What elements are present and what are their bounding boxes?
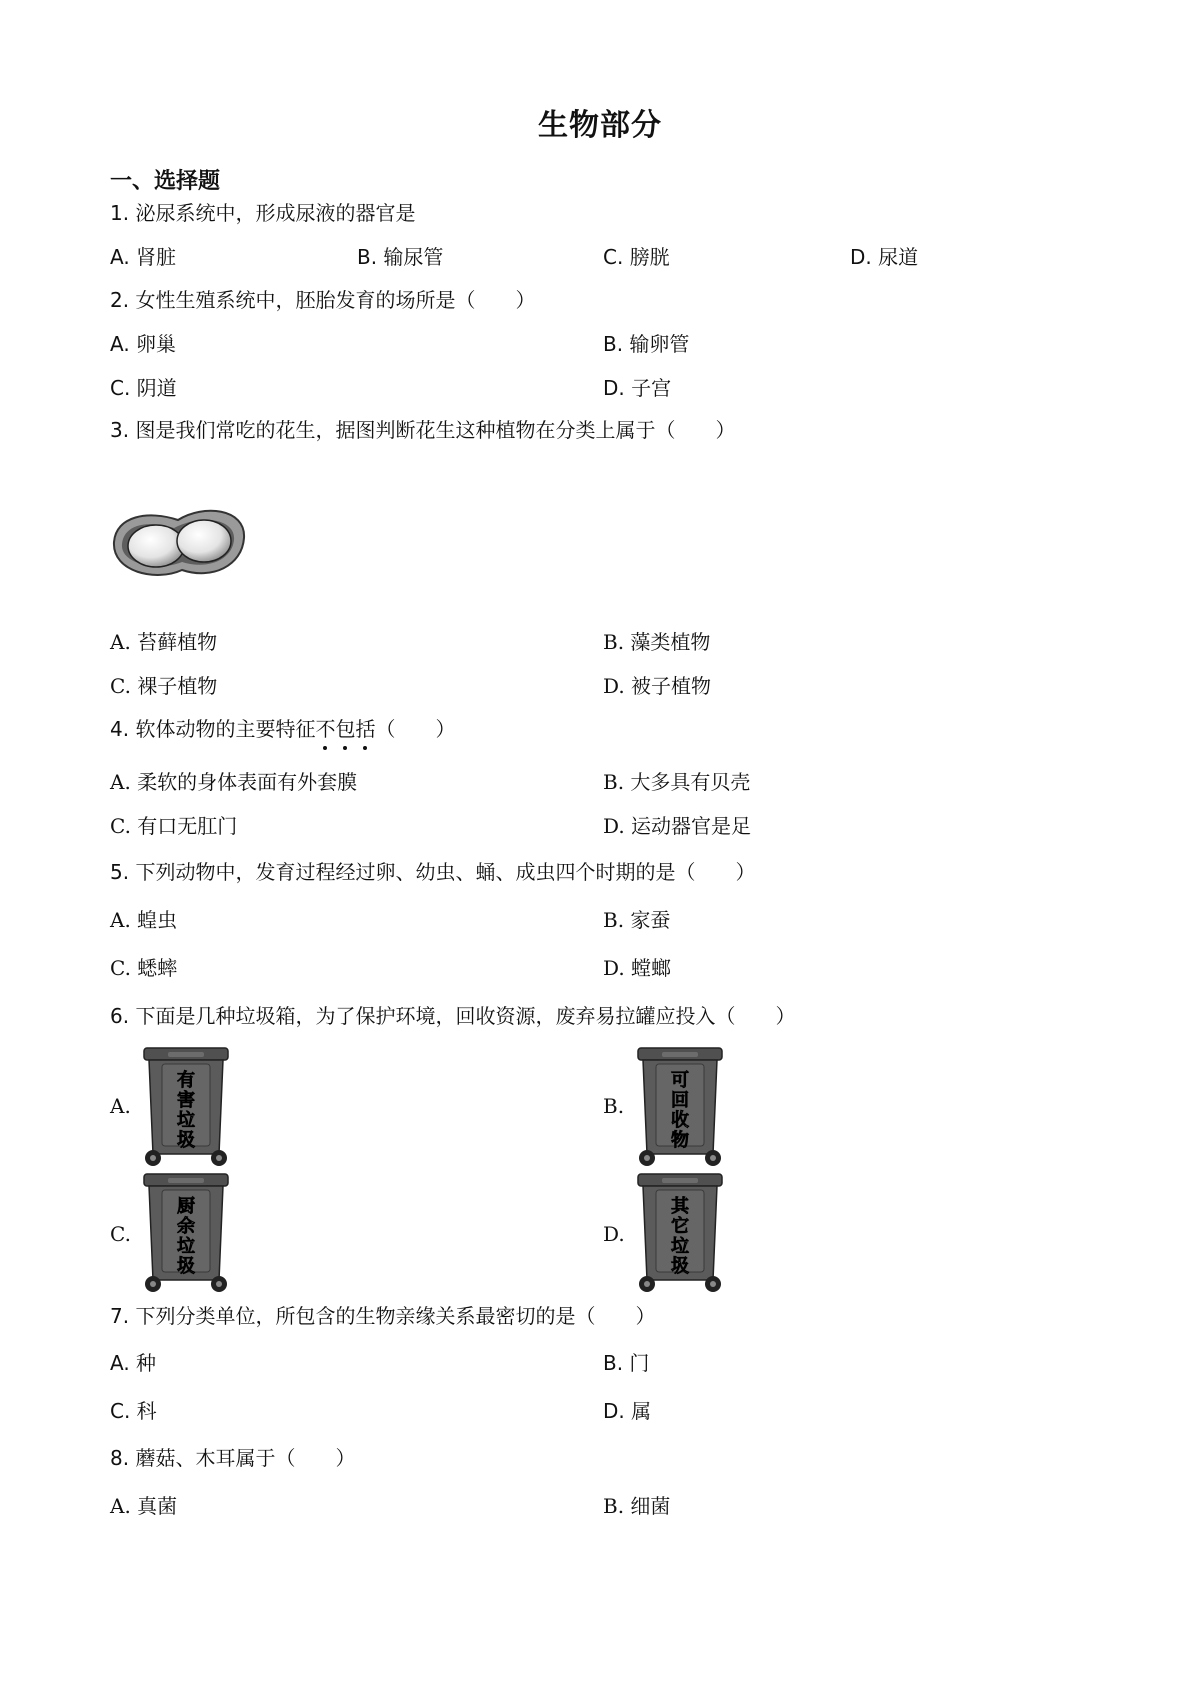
question-5-stem: 5. 下列动物中，发育过程经过卵、幼虫、蛹、成虫四个时期的是（ ） (110, 860, 756, 884)
question-4-stem-end: （ ） (375, 717, 456, 741)
bin-label-char: 垃 (177, 1110, 195, 1131)
emphasis-char: 不 (315, 713, 335, 742)
question-7-stem: 7. 下列分类单位，所包含的生物亲缘关系最密切的是（ ） (110, 1304, 656, 1328)
emphasis-char: 括 (355, 713, 375, 742)
question-4-option-d[interactable]: D. 运动器官是足 (603, 814, 752, 838)
bin-label-char: 圾 (671, 1256, 689, 1277)
question-5-option-d[interactable]: D. 螳螂 (603, 956, 672, 980)
bin-label-char: 可 (671, 1070, 689, 1091)
question-1-option-a[interactable]: A. 肾脏 (110, 245, 177, 269)
question-4-stem-start: 4. 软体动物的主要特征 (110, 717, 316, 741)
question-6-option-d[interactable]: D. (603, 1222, 625, 1246)
bin-label-char: 害 (177, 1090, 195, 1111)
page-title: 生物部分 (538, 108, 662, 143)
question-5-option-c[interactable]: C. 蟋蟀 (110, 956, 178, 980)
question-3-option-b[interactable]: B. 藻类植物 (603, 630, 711, 654)
question-1-option-b[interactable]: B. 输尿管 (357, 245, 444, 269)
peanut-image (108, 500, 250, 592)
bin-label-char: 垃 (177, 1236, 195, 1257)
question-2-option-d[interactable]: D. 子宫 (603, 376, 672, 400)
question-8-stem: 8. 蘑菇、木耳属于（ ） (110, 1446, 356, 1470)
section-heading: 一、选择题 (110, 169, 221, 194)
question-6-option-b[interactable]: B. (603, 1094, 625, 1118)
question-6-option-a[interactable]: A. (110, 1094, 131, 1118)
emphasis-char: 包 (335, 713, 355, 742)
question-7-option-c[interactable]: C. 科 (110, 1399, 157, 1423)
bin-label-char: 有 (177, 1070, 195, 1091)
other-waste-bin-image[interactable] (634, 1172, 726, 1294)
bin-label-char: 厨 (177, 1196, 195, 1217)
question-2-option-c[interactable]: C. 阴道 (110, 376, 177, 400)
bin-label-char: 圾 (177, 1130, 195, 1151)
question-1-option-d[interactable]: D. 尿道 (850, 245, 919, 269)
bin-label-char: 收 (671, 1110, 689, 1131)
question-6-option-c[interactable]: C. (110, 1222, 131, 1246)
bin-label-char: 物 (671, 1130, 689, 1151)
bin-label-char: 其 (671, 1196, 689, 1217)
question-5-option-b[interactable]: B. 家蚕 (603, 908, 671, 932)
question-6-stem: 6. 下面是几种垃圾箱，为了保护环境，回收资源，废弃易拉罐应投入（ ） (110, 1004, 796, 1028)
question-4-option-c[interactable]: C. 有口无肛门 (110, 814, 238, 838)
question-7-option-b[interactable]: B. 门 (603, 1351, 650, 1375)
question-3-option-a[interactable]: A. 苔藓植物 (110, 630, 218, 654)
question-4-option-b[interactable]: B. 大多具有贝壳 (603, 770, 751, 794)
bin-label-char: 垃 (671, 1236, 689, 1257)
bin-label-char: 它 (671, 1216, 689, 1237)
question-4-option-a[interactable]: A. 柔软的身体表面有外套膜 (110, 770, 358, 794)
question-4-stem (110, 713, 455, 742)
question-1-option-c[interactable]: C. 膀胱 (603, 245, 670, 269)
question-7-option-a[interactable]: A. 种 (110, 1351, 157, 1375)
kitchen-waste-bin-image[interactable] (140, 1172, 232, 1294)
question-8-option-a[interactable]: A. 真菌 (110, 1494, 178, 1518)
question-2-stem: 2. 女性生殖系统中，胚胎发育的场所是（ ） (110, 288, 536, 312)
question-7-option-d[interactable]: D. 属 (603, 1399, 652, 1423)
question-3-stem: 3. 图是我们常吃的花生，据图判断花生这种植物在分类上属于（ ） (110, 418, 736, 442)
bin-label-char: 余 (177, 1216, 195, 1237)
question-3-option-d[interactable]: D. 被子植物 (603, 674, 712, 698)
question-2-option-b[interactable]: B. 输卵管 (603, 332, 690, 356)
recyclable-bin-image[interactable] (634, 1046, 726, 1168)
question-1-stem: 1. 泌尿系统中，形成尿液的器官是 (110, 201, 416, 225)
hazardous-waste-bin-image[interactable] (140, 1046, 232, 1168)
question-3-option-c[interactable]: C. 裸子植物 (110, 674, 218, 698)
question-5-option-a[interactable]: A. 蝗虫 (110, 908, 178, 932)
bin-label-char: 圾 (177, 1256, 195, 1277)
question-8-option-b[interactable]: B. 细菌 (603, 1494, 671, 1518)
question-2-option-a[interactable]: A. 卵巢 (110, 332, 177, 356)
bin-label-char: 回 (671, 1090, 689, 1111)
